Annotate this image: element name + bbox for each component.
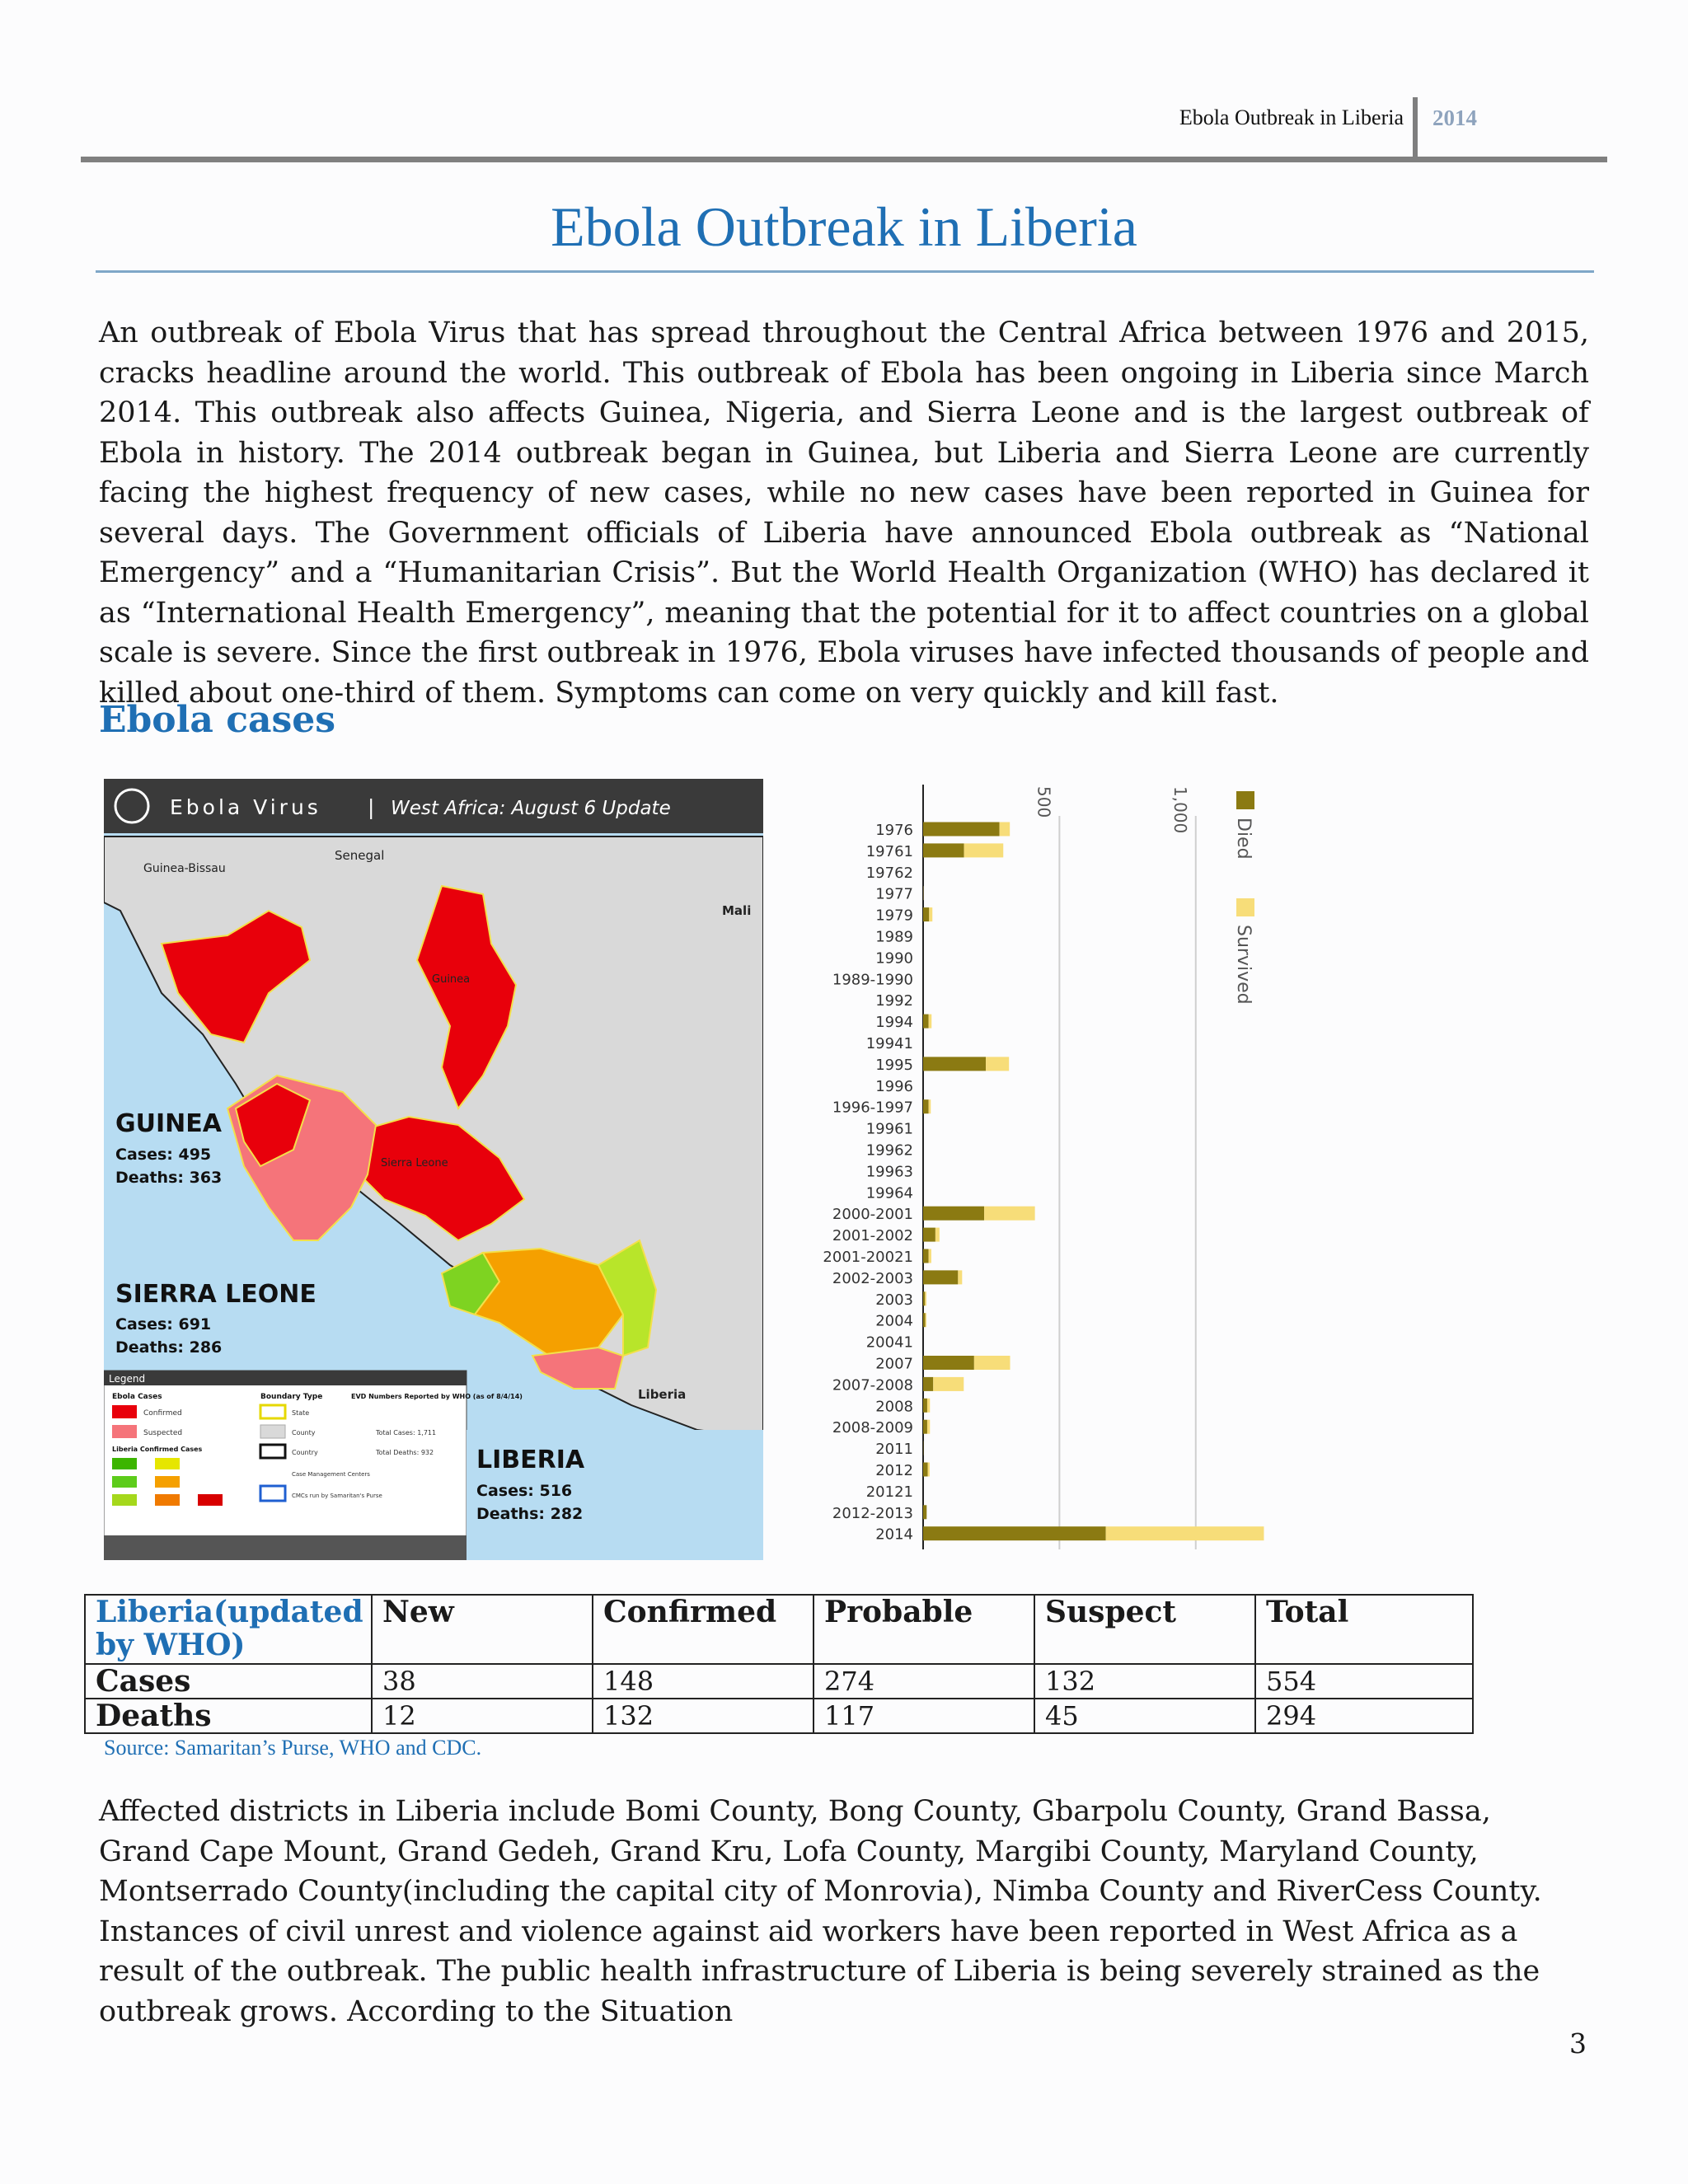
legend-swatch-6 [155,1494,180,1506]
legend-confirmed-swatch [112,1405,137,1418]
ebola-outbreaks-chart [783,775,1294,1549]
table-row [85,1699,1473,1733]
legend-swatch-1 [112,1458,137,1469]
chart-category-label: 19963 [865,1163,913,1181]
legend-swatch-4 [155,1476,180,1488]
table-header-cell: Probable [814,1595,1034,1664]
chart-tick-label: 1,000 [1170,786,1190,834]
legend-col1-heading: Ebola Cases [112,1393,162,1401]
chart-legend-swatch [1236,898,1254,916]
legend-swatch-7 [198,1494,223,1506]
chart-category-label: 2007-2008 [832,1376,913,1394]
legend-col2-heading: Boundary Type [260,1393,323,1401]
legend-suspected-swatch [112,1425,137,1438]
chart-category-label: 2007 [875,1355,913,1373]
chart-bar-survived [974,1356,1010,1370]
table-cell: 554 [1255,1664,1473,1699]
chart-bar-died [923,823,1000,837]
chart-legend-swatch [1236,791,1254,809]
liberia-callout-name: LIBERIA [476,1446,585,1474]
chart-bar-survived [964,843,1004,857]
chart-category-label: 1976 [875,822,913,839]
map-banner-separator: | [368,795,375,819]
legend-cmc-run-label: CMCs run by Samaritan's Purse [292,1493,382,1499]
chart-bar-survived [1000,823,1010,837]
running-header-title: Ebola Outbreak in Liberia [1179,105,1404,129]
legend-swatch-2 [155,1458,180,1469]
chart-category-label: 1992 [875,992,913,1010]
chart-category-label: 1989-1990 [832,971,913,989]
chart-bar-died [923,1270,958,1284]
chart-category-label: 2003 [875,1291,913,1309]
table-header-row [85,1595,1473,1664]
affected-districts-paragraph: Affected districts in Liberia include Bomi County, Bong County, Gbarpolu County, Grand Bassa, Grand Cape Mount, Grand Gedeh, Grand Kru, Lofa County, Margibi County, Maryland County, Montserrado County(including the capital city of Monrovia), Nimba County and RiverCess County. Instances of civil unrest and violence against aid workers have been reported in West Africa as a result of the outbreak. The public health infrastructure of Liberia is being severely strained as the outbreak grows. According to the Situation [99,1795,1542,2028]
map-label-liberia: Liberia [638,1387,687,1402]
map-label-sierra-leone: Sierra Leone [381,1157,448,1169]
chart-category-label: 19761 [865,842,913,860]
table-cell: 148 [593,1664,814,1699]
table-source-note: Source: Samaritan’s Purse, WHO and CDC. [104,1736,482,1760]
chart-bar-died [923,843,964,857]
guinea-callout-cases: Cases: 495 [115,1146,212,1164]
chart-category-label: 2011 [875,1441,913,1459]
chart-bar-survived [935,1228,940,1242]
chart-bar-survived [927,1420,930,1434]
chart-category-label: 19941 [865,1035,913,1052]
chart-bar-died [923,1505,926,1519]
chart-bar-survived [925,1291,926,1305]
chart-category-label: 2000-2001 [832,1206,913,1224]
chart-category-label: 2008-2009 [832,1419,913,1437]
table-row [85,1664,1473,1699]
table-row-label: Deaths [85,1699,372,1733]
map-banner-title: Ebola Virus [170,795,321,819]
chart-category-label: 1996-1997 [832,1099,913,1117]
chart-category-label: 19962 [865,1141,913,1160]
table-cell: 117 [814,1699,1034,1733]
map-footer-strip [104,1535,467,1560]
table-cell: 274 [814,1664,1034,1699]
west-africa-map [104,779,763,1560]
chart-category-label: 2012-2013 [832,1504,913,1522]
header-rule [81,157,1607,162]
legend-total-cases: Total Cases: 1,711 [376,1429,437,1436]
table-header-cell: Liberia(updated by WHO) [85,1595,372,1664]
chart-category-label: 2001-20021 [823,1249,913,1266]
chart-category-label: 20041 [865,1333,913,1352]
sierra-leone-callout-name: SIERRA LEONE [115,1280,316,1309]
table-header-cell: Total [1255,1595,1473,1664]
chart-bar-survived [928,1463,930,1477]
legend-country-label: Country [292,1449,318,1456]
chart-category-label: 19762 [865,864,913,882]
chart-category-label: 1990 [875,949,913,968]
chart-bar-died [923,1015,929,1029]
section-heading: Ebola cases [99,699,336,741]
chart-bar-died [923,1463,928,1477]
guinea-callout-name: GUINEA [115,1109,222,1138]
map-label-guinea-bissau: Guinea-Bissau [143,862,226,875]
chart-bar-died [923,1377,933,1391]
legend-county-label: County [292,1429,316,1436]
chart-category-label: 1977 [875,885,913,903]
sierra-leone-callout-deaths: Deaths: 286 [115,1338,223,1357]
chart-category-label: 2008 [875,1398,913,1416]
chart-category-label: 20121 [865,1483,913,1501]
legend-county-swatch [260,1425,285,1438]
map-label-guinea: Guinea [432,973,471,986]
chart-category-label: 19961 [865,1120,913,1138]
legend-cmc-label: Case Management Centers [292,1471,370,1478]
chart-legend-label: Died [1233,818,1254,860]
legend-swatch-3 [112,1476,137,1488]
table-cell: 294 [1255,1699,1473,1733]
chart-category-label: 2002-2003 [832,1269,913,1287]
chart-bar-survived [1106,1526,1264,1540]
chart-bar-died [923,907,929,921]
chart-bar-died [923,1228,935,1242]
legend-confirmed-label: Confirmed [143,1409,182,1418]
table-header-cell: Suspect [1034,1595,1255,1664]
table-header-cell: New [372,1595,593,1664]
chart-bar-died [923,1057,986,1071]
chart-bar-survived [986,1057,1009,1071]
chart-category-label: 19964 [865,1184,913,1202]
map-label-senegal: Senegal [335,848,385,863]
header-divider [1413,97,1418,158]
chart-tick-label: 500 [1034,786,1054,818]
legend-liberia-cases-heading: Liberia Confirmed Cases [112,1446,203,1453]
legend-suspected-label: Suspected [143,1429,183,1437]
chart-category-label: 1995 [875,1056,913,1074]
table-cell: 132 [593,1699,814,1733]
chart-category-label: 2001-2002 [832,1227,913,1245]
intro-paragraph: An outbreak of Ebola Virus that has spread throughout the Central Africa between 1976 and 2015, cracks headline around the world. This outbreak of Ebola has been ongoing in Liberia since March 2014. This outbreak also affects Guinea, Nigeria, and Sierra Leone and is the largest outbreak of Ebola in history. The 2014 outbreak began in Guinea, but Liberia and Sierra Leone are currently facing the highest frequency of new cases, while no new cases have been reported in Guinea for several days. The Government officials of Liberia have announced Ebola outbreak as “National Emergency” and a “Humanitarian Crisis”. But the World Health Organization (WHO) has declared it as “International Health Emergency”, meaning that the potential for it to affect countries on a global scale is severe. Since the first outbreak in 1976, Ebola viruses have infected thousands of people and killed about one-third of them. Symptoms can come on very quickly and kill fast. [99,316,1589,710]
chart-bar-died [923,1313,926,1327]
table-cell: 38 [372,1664,593,1699]
chart-bar-survived [984,1207,1035,1221]
chart-bar-died [923,1356,974,1370]
map-label-mali: Mali [722,903,752,918]
table-row-label: Cases [85,1664,372,1699]
legend-total-deaths: Total Deaths: 932 [376,1449,434,1456]
chart-bar-died [923,1399,927,1413]
page-title: Ebola Outbreak in Liberia [551,195,1137,258]
title-rule [96,270,1594,273]
chart-bar-survived [927,1399,930,1413]
chart-bar-survived [929,1015,932,1029]
legend-title: Legend [109,1373,146,1385]
chart-bar-survived [933,1377,964,1391]
table-cell: 12 [372,1699,593,1733]
chart-category-label: 1979 [875,907,913,925]
chart-category-label: 2004 [875,1312,913,1330]
liberia-callout-cases: Cases: 516 [476,1482,573,1500]
chart-category-label: 1989 [875,928,913,946]
sierra-leone-callout-cases: Cases: 691 [115,1315,212,1333]
chart-bar-died [923,1526,1106,1540]
chart-bar-died [923,1291,925,1305]
chart-legend-label: Survived [1233,925,1254,1005]
page-number: 3 [1569,2027,1587,2060]
chart-bar-died [923,1249,929,1263]
legend-country-swatch [260,1445,285,1458]
chart-category-label: 2014 [875,1526,913,1544]
legend-state-label: State [292,1409,310,1417]
liberia-cases-table [84,1594,1474,1734]
chart-bar-died [923,1099,929,1113]
map-banner-subtitle: West Africa: August 6 Update [391,798,671,819]
guinea-callout-deaths: Deaths: 363 [115,1169,223,1187]
table-cell: 132 [1034,1664,1255,1699]
chart-category-label: 1996 [875,1077,913,1095]
chart-bar-survived [929,1249,931,1263]
chart-bar-died [923,1207,984,1221]
chart-bar-survived [929,1099,931,1113]
legend-col3-heading: EVD Numbers Reported by WHO (as of 8/4/14) [351,1393,523,1400]
chart-bar-died [923,1420,927,1434]
chart-bar-survived [958,1270,962,1284]
liberia-callout-deaths: Deaths: 282 [476,1505,584,1523]
legend-swatch-5 [112,1494,137,1506]
chart-category-label: 2012 [875,1462,913,1479]
table-header-cell: Confirmed [593,1595,814,1664]
chart-bar-survived [929,907,932,921]
chart-category-label: 1994 [875,1014,913,1032]
running-header-year: 2014 [1432,105,1477,130]
table-cell: 45 [1034,1699,1255,1733]
